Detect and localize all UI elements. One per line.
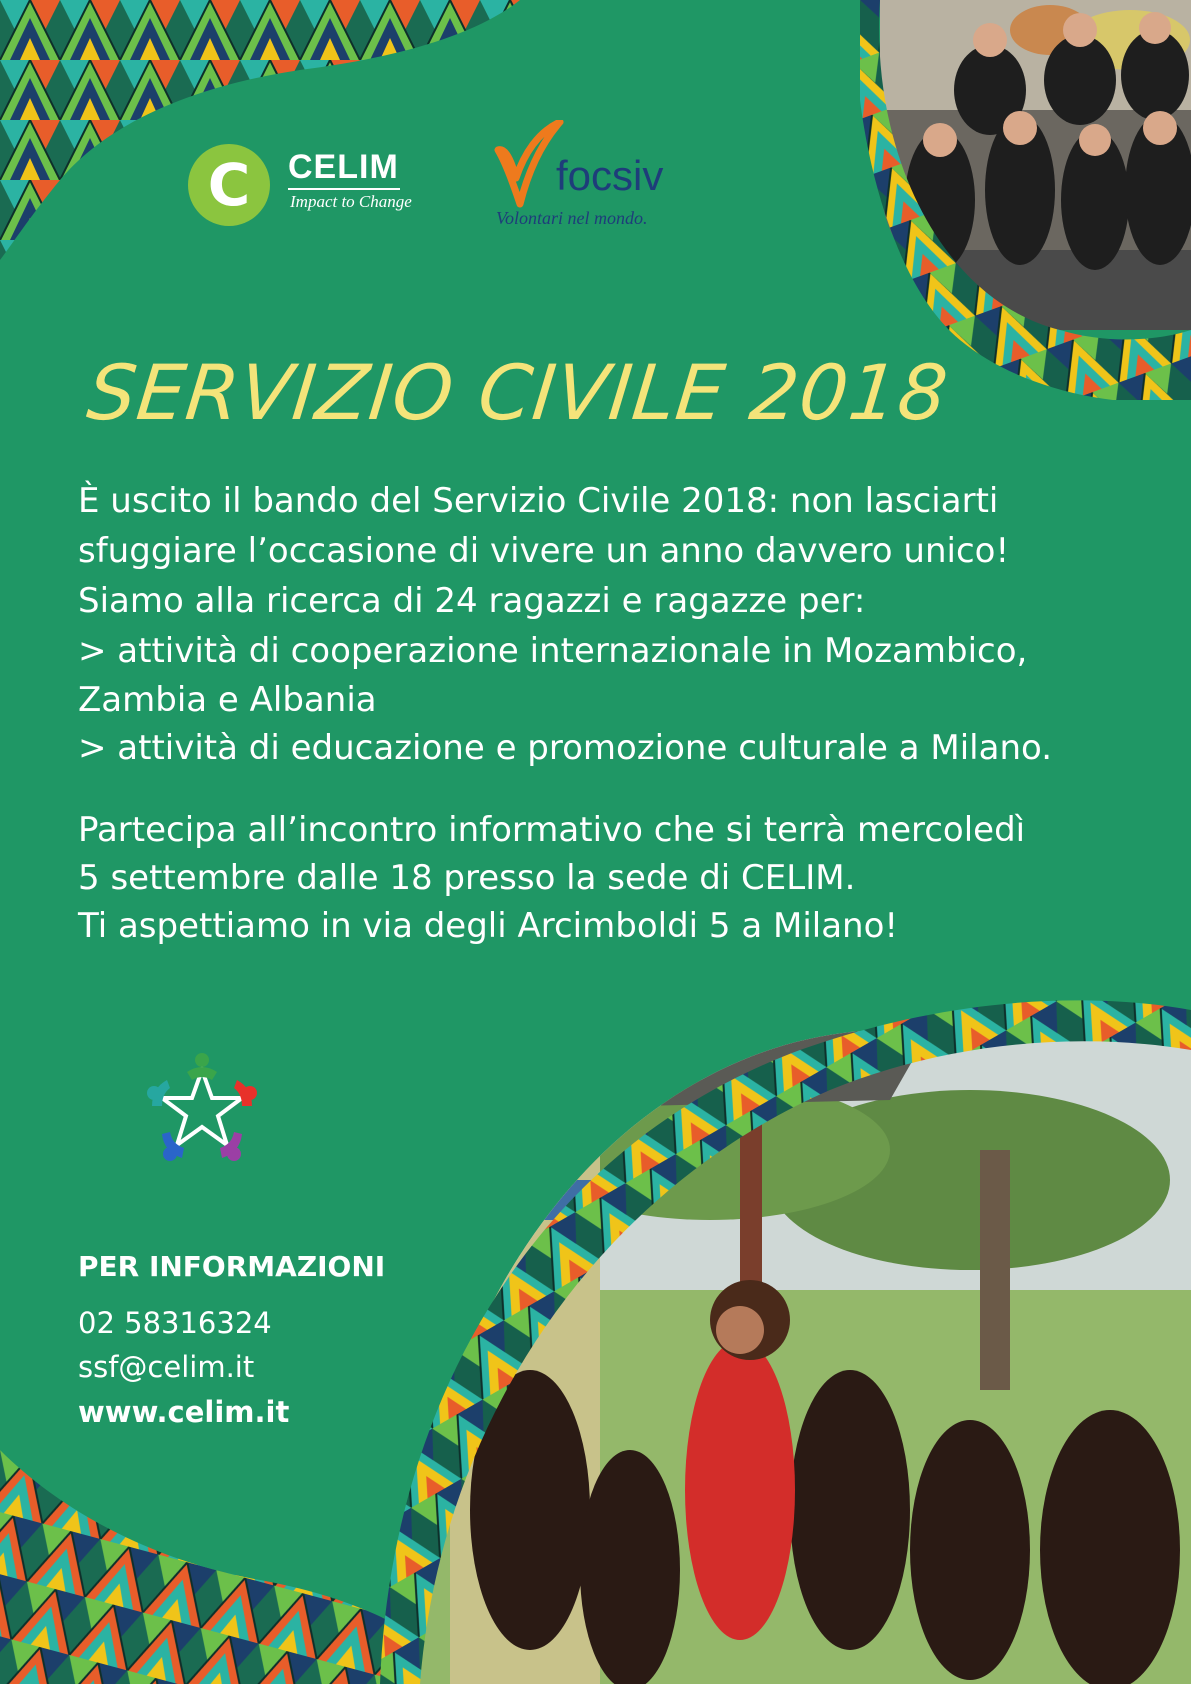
body-line: È uscito il bando del Servizio Civile 2018: non lasciarti bbox=[78, 481, 999, 521]
body-line: 5 settembre dalle 18 presso la sede di CELIM. bbox=[78, 858, 856, 898]
celim-logo-tagline: Impact to Change bbox=[290, 192, 412, 211]
contact-info bbox=[78, 1250, 418, 1435]
body-line: > attività di educazione e promozione culturale a Milano. bbox=[78, 728, 1053, 768]
celim-logo-rule bbox=[288, 188, 400, 190]
body-line: Partecipa all’incontro informativo che si terrà mercoledì bbox=[78, 810, 1026, 850]
info-phone: 02 58316324 bbox=[78, 1306, 272, 1340]
body-line: Ti aspettiamo in via degli Arcimboldi 5 a Milano! bbox=[78, 906, 899, 946]
poster-body bbox=[78, 476, 1178, 950]
poster-title: SERVIZIO CIVILE 2018 bbox=[83, 348, 953, 437]
paragraph-gap bbox=[78, 772, 1178, 806]
tribal-pattern-bottom-right-border bbox=[380, 990, 1191, 1684]
people-star-icon bbox=[142, 1048, 262, 1168]
body-line: sfuggiare l’occasione di vivere un anno davvero unico! bbox=[78, 531, 1010, 571]
info-email[interactable]: ssf@celim.it bbox=[78, 1350, 255, 1384]
focsiv-logo bbox=[494, 112, 724, 232]
focsiv-check-icon bbox=[494, 120, 564, 210]
focsiv-logo-name: focsiv bbox=[556, 152, 664, 199]
info-title: PER INFORMAZIONI bbox=[78, 1250, 386, 1283]
body-line: Siamo alla ricerca di 24 ragazzi e ragazze per: bbox=[78, 581, 866, 621]
celim-logo bbox=[188, 140, 428, 230]
body-line: Zambia e Albania bbox=[78, 680, 377, 720]
focsiv-logo-tagline: Volontari nel mondo. bbox=[496, 208, 648, 228]
info-website[interactable]: www.celim.it bbox=[78, 1395, 290, 1429]
body-line: > attività di cooperazione internazionale in Mozambico, bbox=[78, 631, 1028, 671]
celim-logo-name: CELIM bbox=[288, 148, 399, 186]
tribal-pattern-top-right-border bbox=[860, 0, 1191, 400]
celim-logo-letter: C bbox=[207, 151, 251, 219]
